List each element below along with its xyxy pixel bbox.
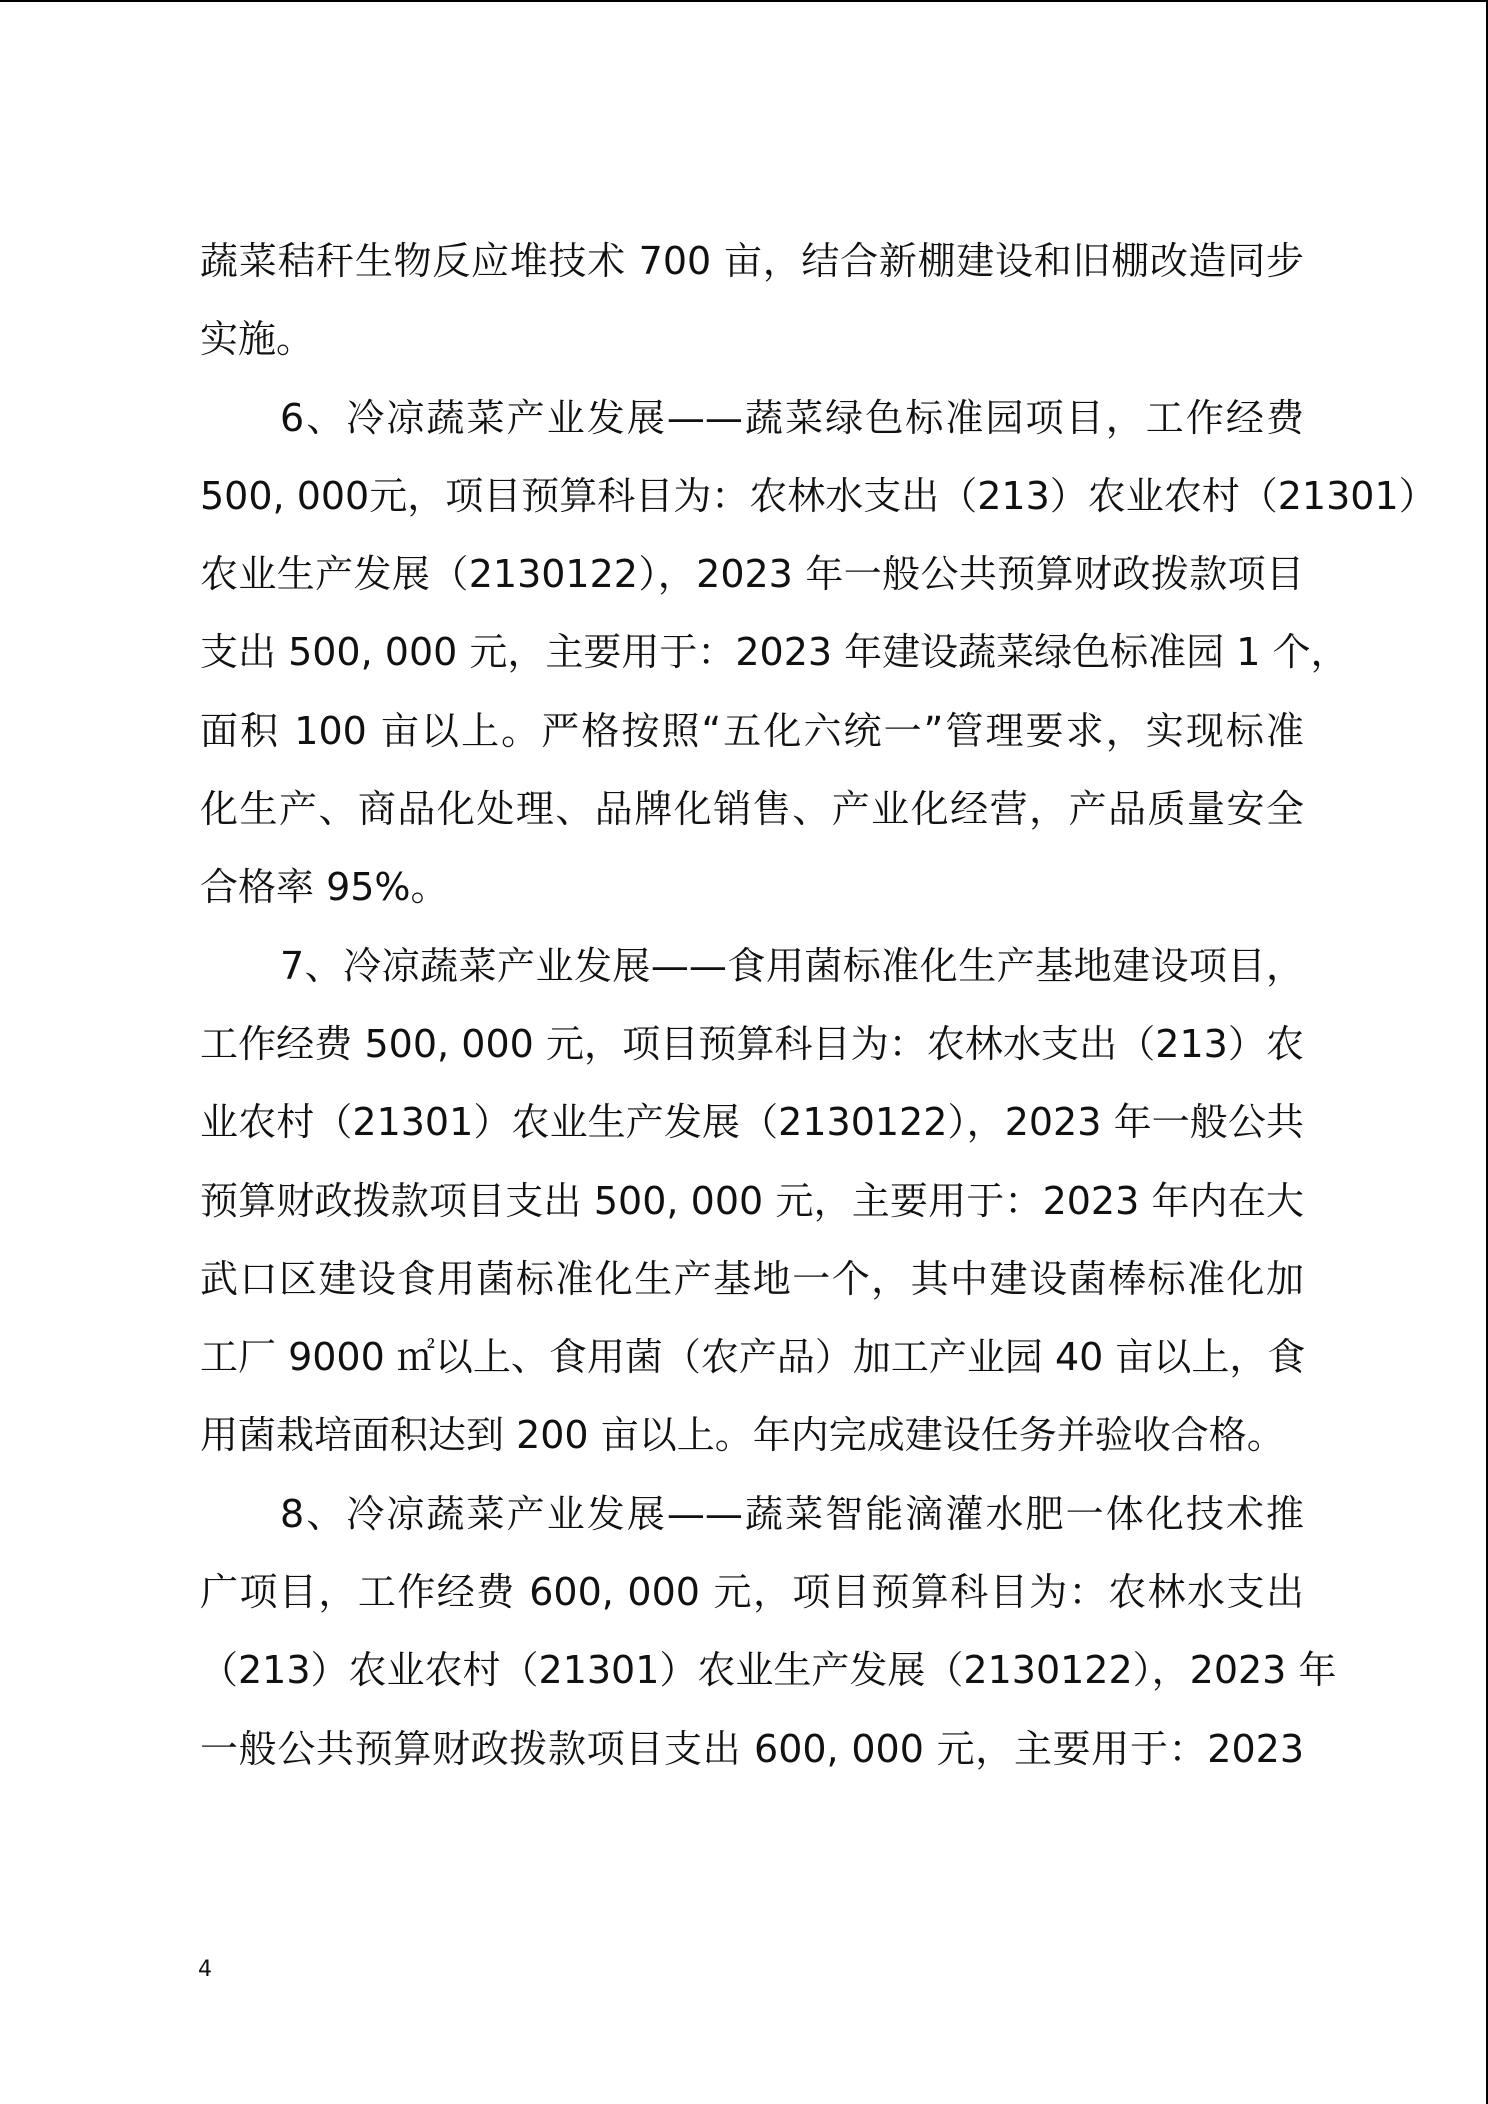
text-line: 一般公共预算财政拨款项目支出 600, 000 元，主要用于：2023 [200, 1726, 1304, 1771]
text-line: 化生产、商品化处理、品牌化销售、产业化经营，产品质量安全 [200, 787, 1304, 832]
text-line: 工厂 9000 ㎡以上、食用菌（农产品）加工产业园 40 亩以上，食 [200, 1335, 1306, 1380]
text-line: 预算财政拨款项目支出 500, 000 元，主要用于：2023 年内在大 [200, 1178, 1304, 1223]
text-line: 面积 100 亩以上。严格按照“五化六统一”管理要求，实现标准 [200, 708, 1304, 753]
page-number: 4 [198, 1957, 212, 1982]
text-line: 蔬菜秸秆生物反应堆技术 700 亩，结合新棚建设和旧棚改造同步 [200, 239, 1304, 283]
text-line: （213）农业农村（21301）农业生产发展（2130122），2023 年 [200, 1648, 1337, 1693]
text-line: 7、冷凉蔬菜产业发展——食用菌标准化生产基地建设项目， [280, 943, 1304, 988]
text-line: 用菌栽培面积达到 200 亩以上。年内完成建设任务并验收合格。 [200, 1413, 1285, 1458]
text-line: 8、冷凉蔬菜产业发展——蔬菜智能滴灌水肥一体化技术推 [280, 1491, 1304, 1536]
text-line: 广项目，工作经费 600, 000 元，项目预算科目为：农林水支出 [200, 1570, 1304, 1615]
text-line: 合格率 95%。 [200, 865, 449, 910]
text-line: 武口区建设食用菌标准化生产基地一个，其中建设菌棒标准化加 [200, 1256, 1304, 1301]
text-line: 农业生产发展（2130122），2023 年一般公共预算财政拨款项目 [200, 552, 1304, 597]
text-line: 业农村（21301）农业生产发展（2130122），2023 年一般公共 [200, 1100, 1304, 1145]
text-line: 支出 500, 000 元，主要用于：2023 年建设蔬菜绿色标准园 1 个， [200, 630, 1349, 675]
text-line: 500, 000元，项目预算科目为：农林水支出（213）农业农村（21301） [200, 473, 1437, 518]
text-line: 6、冷凉蔬菜产业发展——蔬菜绿色标准园项目，工作经费 [280, 395, 1304, 440]
body-text [200, 222, 1437, 1788]
text-line: 实施。 [200, 317, 315, 362]
text-line: 工作经费 500, 000 元，项目预算科目为：农林水支出（213）农 [200, 1021, 1304, 1066]
